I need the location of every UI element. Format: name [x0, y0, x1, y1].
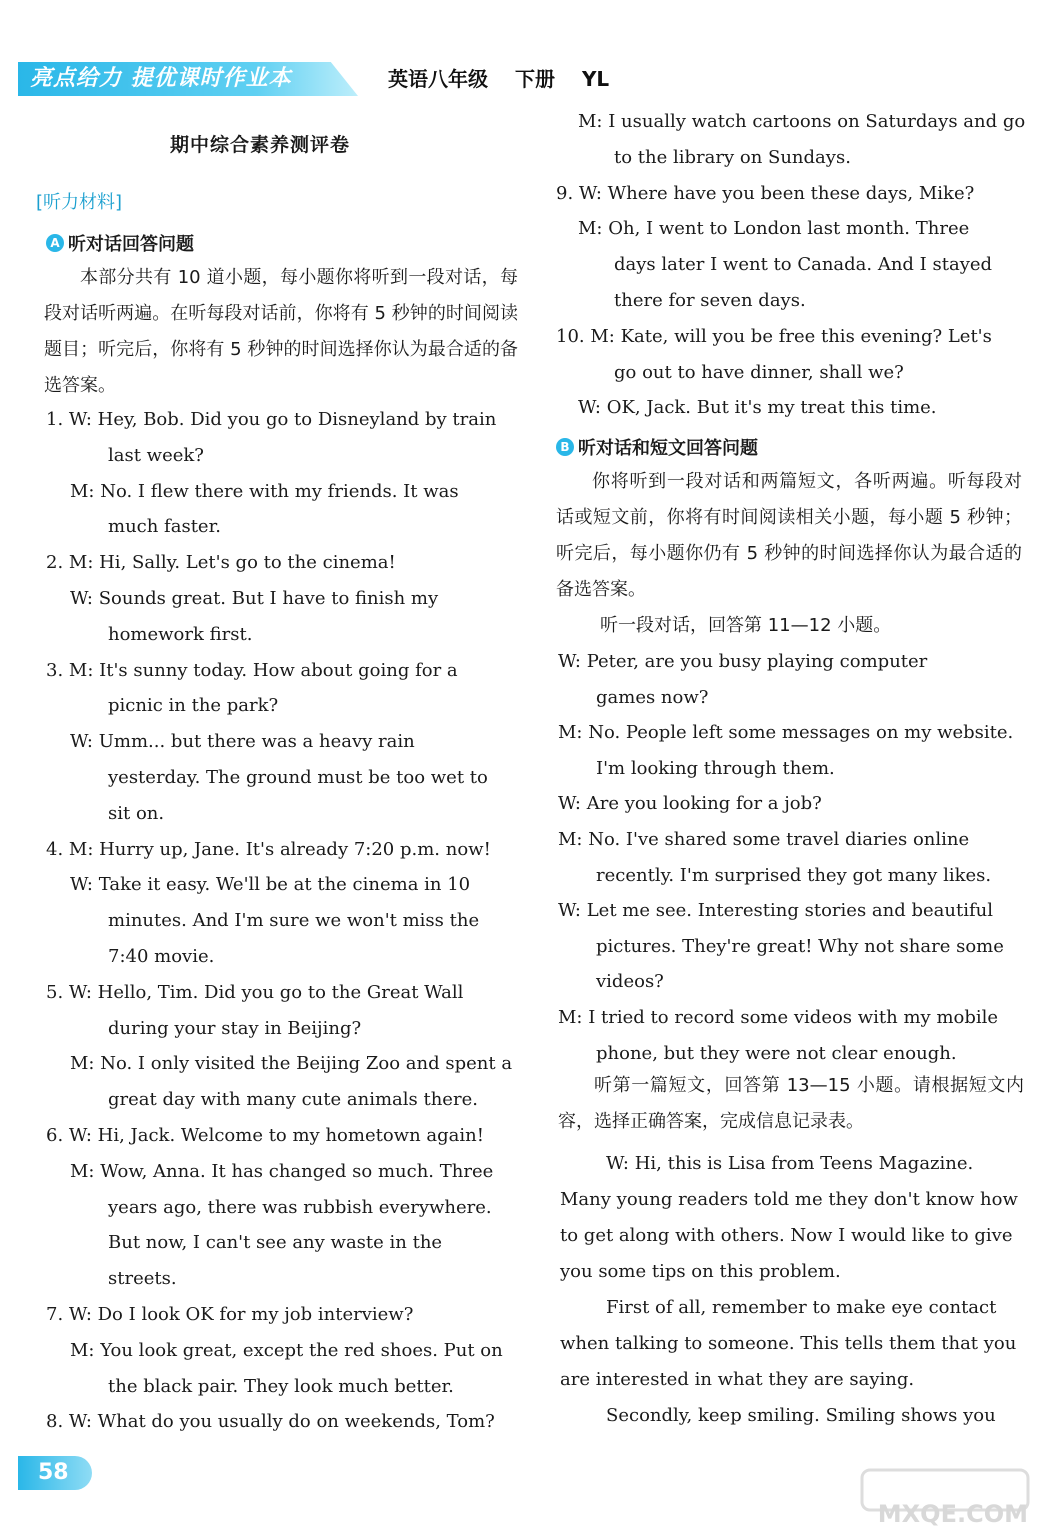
text-line: pictures. They're great! Why not share some: [596, 935, 1004, 957]
text-line: 6. W: Hi, Jack. Welcome to my hometown again!: [46, 1125, 484, 1146]
text-line: 1. W: Hey, Bob. Did you go to Disneyland by train: [46, 409, 497, 430]
exam-title: 期中综合素养测评卷: [170, 134, 351, 156]
text-line: the black pair. They look much better.: [108, 1375, 454, 1397]
text-line: M: No. I've shared some travel diaries online: [558, 829, 970, 850]
text-line: 7:40 movie.: [108, 946, 215, 967]
text-line: W: OK, Jack. But it's my treat this time.: [578, 397, 937, 419]
subject-label: 英语八年级: [388, 67, 488, 91]
text-line: days later I went to Canada. And I stayed: [614, 254, 993, 276]
section-a-title: 听对话回答问题: [68, 234, 194, 255]
passage-line: you some tips on this problem.: [560, 1261, 841, 1282]
text-line: M: I tried to record some videos with my mobile: [558, 1007, 999, 1028]
text-line: M: I usually watch cartoons on Saturdays and go: [578, 111, 1026, 132]
text-line: 7. W: Do I look OK for my job interview?: [46, 1304, 414, 1325]
section-a-heading: [46, 230, 194, 256]
text-line: But now, I can't see any waste in the: [108, 1232, 443, 1254]
text-line: last week?: [108, 444, 204, 466]
text-line: W: Let me see. Interesting stories and beautiful: [558, 900, 993, 922]
brand-title: 亮点给力 提优课时作业本: [30, 66, 292, 91]
text-line: there for seven days.: [614, 290, 806, 311]
watermark-text: MXQE.COM: [877, 1500, 1028, 1528]
text-line: 8. W: What do you usually do on weekends, Tom?: [46, 1411, 495, 1433]
passage-line: Secondly, keep smiling. Smiling shows you: [606, 1405, 996, 1426]
text-line: 9. W: Where have you been these days, Mike?: [556, 182, 975, 204]
volume-label: 下册: [514, 67, 555, 91]
dialogue-note: 听一段对话，回答第 11—12 小题。: [600, 615, 892, 636]
text-line: 10. M: Kate, will you be free this evening? Let's: [556, 325, 992, 347]
text-line: W: Sounds great. But I have to finish my: [70, 588, 439, 609]
text-line: M: You look great, except the red shoes. Put on: [70, 1339, 503, 1361]
passage-line: are interested in what they are saying.: [560, 1369, 915, 1390]
edition-label: YL: [581, 67, 610, 91]
page-number: 58: [18, 1456, 92, 1490]
text-line: go out to have dinner, shall we?: [614, 361, 904, 383]
text-line: W: Peter, are you busy playing computer: [558, 651, 928, 672]
text-line: 4. M: Hurry up, Jane. It's already 7:20 p.m. now!: [46, 838, 491, 860]
text-line: years ago, there was rubbish everywhere.: [108, 1196, 492, 1218]
passage-note: 听第一篇短文，回答第 13—15 小题。请根据短文内容，选择正确答案，完成信息记录表。: [558, 1075, 1024, 1132]
text-line: W: Are you looking for a job?: [558, 793, 822, 815]
text-line: phone, but they were not clear enough.: [596, 1042, 957, 1064]
text-line: 2. M: Hi, Sally. Let's go to the cinema!: [46, 552, 396, 574]
text-line: much faster.: [108, 516, 221, 538]
text-line: W: Umm... but there was a heavy rain: [70, 731, 415, 753]
section-a-intro: 本部分共有 10 道小题，每小题你将听到一段对话，每段对话听两遍。在听每段对话前，你将有 5 秒钟的时间阅读题目；听完后，你将有 5 秒钟的时间选择你认为最合适的备选答案。: [44, 267, 518, 396]
section-a-icon: A: [46, 234, 64, 252]
text-line: videos?: [596, 971, 664, 993]
passage-line: to get along with others. Now I would like to give: [560, 1225, 1013, 1246]
passage-line: First of all, remember to make eye contact: [606, 1297, 997, 1318]
text-line: picnic in the park?: [108, 695, 279, 717]
text-line: M: Oh, I went to London last month. Three: [578, 218, 970, 240]
section-b-heading: [556, 434, 758, 460]
text-line: 5. W: Hello, Tim. Did you go to the Great Wall: [46, 981, 464, 1003]
text-line: sit on.: [108, 802, 165, 824]
text-line: yesterday. The ground must be too wet to: [108, 767, 488, 788]
text-line: W: Take it easy. We'll be at the cinema in 10: [70, 874, 471, 896]
text-line: M: No. I only visited the Beijing Zoo and spent a: [70, 1053, 513, 1075]
text-line: M: No. I flew there with my friends. It was: [70, 480, 459, 502]
text-line: during your stay in Beijing?: [108, 1017, 362, 1039]
passage-line: W: Hi, this is Lisa from Teens Magazine.: [606, 1153, 974, 1174]
text-line: streets.: [108, 1268, 177, 1290]
text-line: I'm looking through them.: [596, 757, 835, 779]
text-line: 3. M: It's sunny today. How about going for a: [46, 659, 458, 681]
passage-line: Many young readers told me they don't know how: [560, 1189, 1018, 1210]
book-info: [388, 64, 629, 94]
section-b-icon: B: [556, 438, 574, 456]
text-line: homework first.: [108, 623, 253, 645]
text-line: minutes. And I'm sure we won't miss the: [108, 910, 480, 932]
passage-line: when talking to someone. This tells them that you: [560, 1333, 1017, 1354]
text-line: recently. I'm surprised they got many likes.: [596, 864, 992, 886]
section-tag: [听力材料]: [36, 192, 123, 213]
text-line: to the library on Sundays.: [614, 146, 851, 168]
section-b-intro: 你将听到一段对话和两篇短文，各听两遍。听每段对话或短文前，你将有时间阅读相关小题，每小题 5 秒钟；听完后，每小题你仍有 5 秒钟的时间选择你认为最合适的备选答案。: [556, 471, 1022, 600]
text-line: games now?: [596, 686, 709, 708]
section-b-title: 听对话和短文回答问题: [578, 438, 758, 459]
text-line: great day with many cute animals there.: [108, 1089, 478, 1111]
text-line: M: No. People left some messages on my website.: [558, 722, 1014, 744]
text-line: M: Wow, Anna. It has changed so much. Three: [70, 1160, 494, 1182]
